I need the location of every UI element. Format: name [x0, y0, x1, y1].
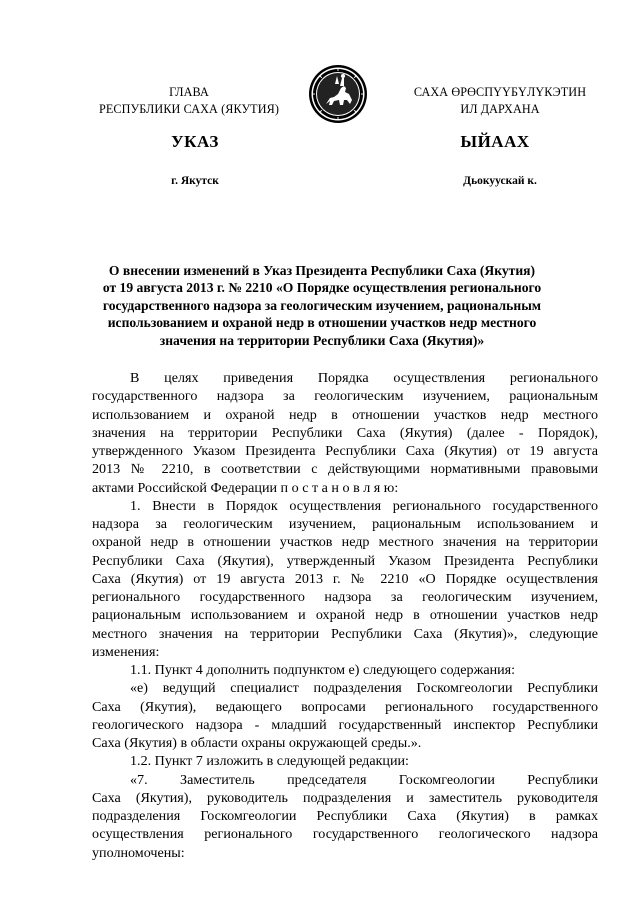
header-left-line: РЕСПУБЛИКИ САХА (ЯКУТИЯ): [98, 102, 280, 116]
body-line: «е) ведущий специалист подразделения Госкомгеологии Республики: [130, 680, 598, 697]
body-paragraph: [92, 752, 598, 770]
body-line: регионального государственного надзора за геологическим изучением,: [92, 589, 598, 605]
body-line: 1.1. Пункт 4 дополнить подпунктом е) следующего содержания:: [130, 662, 516, 678]
coat-of-arms-icon-graphic: [308, 64, 368, 124]
header-right-line: САХА ӨРӨСПҮҮБҮЛҮКЭТИН: [413, 85, 587, 99]
header-right-authority: [388, 84, 612, 118]
body-line: «7. Заместитель председателя Госкомгеологии Республики: [130, 771, 598, 788]
coat-of-arms-icon: [308, 64, 368, 124]
body-paragraph: [92, 369, 598, 497]
body-line: 1. Внести в Порядок осуществления регионального государственного: [130, 497, 598, 514]
body-line: подразделения Госкомгеологии Республики Саха (Якутия) в рамках: [92, 808, 598, 824]
body-line: Республики Саха (Якутия), утвержденный Указом Президента Республики: [92, 552, 598, 569]
doc-type-ukaz: УКАЗ: [171, 132, 219, 151]
place-dyokuuskay: Дьокуускай к.: [463, 175, 537, 187]
body-paragraph: [92, 679, 598, 752]
body-line: утвержденного Указом Президента Республики Саха (Якутия) от 19 августа: [92, 443, 598, 459]
title-line: О внесении изменений в Указ Президента Республики Саха (Якутия): [108, 263, 536, 278]
body-line: уполномочены:: [92, 844, 185, 861]
body-line: В целях приведения Порядка осуществления регионального: [130, 370, 598, 386]
body-line: значения на территории Республики Саха (Якутия) (далее - Порядок),: [92, 424, 598, 441]
document-body: [92, 369, 598, 862]
body-line: местного значения на территории Республики Саха (Якутия)», следующие: [92, 625, 598, 642]
body-paragraph: [92, 771, 598, 862]
title-line: от 19 августа 2013 г. № 2210 «О Порядке осуществления регионального: [102, 280, 542, 296]
body-line: использованием и охраной недр в отношении участков недр местного: [92, 406, 598, 423]
body-line: Саха (Якутия) в области охраны окружающей среды.».: [92, 735, 422, 751]
body-line: Саха (Якутия), руководитель подразделения и заместитель руководителя: [92, 789, 598, 806]
body-line: осуществления регионального государственного геологического надзора: [92, 826, 598, 843]
body-line: 1.2. Пункт 7 изложить в следующей редакции:: [130, 753, 409, 770]
title-line: значения на территории Республики Саха (Якутия)»: [159, 332, 485, 348]
body-line: актами Российской Федерации п о с т а н о в л я ю:: [92, 479, 399, 496]
doc-type-yiaakh: ЫЙААХ: [460, 132, 530, 151]
body-line: рациональным использованием и охраной недр в отношении участков недр: [92, 607, 598, 624]
body-line: государственного надзора за геологическим изучением, рациональным: [92, 388, 598, 405]
header-left-line: ГЛАВА: [169, 85, 209, 99]
body-line: надзора за геологическим изучением, рациональным использованием и: [92, 516, 598, 532]
header-right-line: ИЛ ДАРХАНА: [460, 102, 540, 116]
body-line: охраной недр в отношении участков недр местного значения на территории: [92, 534, 598, 551]
body-line: Саха (Якутия), ведающего вопросами регионального государственного: [92, 698, 598, 715]
document-title: [82, 262, 562, 349]
body-line: Саха (Якутия) от 19 августа 2013 г. № 2210 «О Порядке осуществления: [92, 570, 598, 587]
title-line: использованием и охраной недр в отношении участков недр местного: [107, 315, 537, 331]
body-line: геологического надзора - младший государственный инспектор Республики: [92, 716, 598, 733]
title-line: государственного надзора за геологическим изучением, рациональным: [102, 297, 542, 313]
body-paragraph: [92, 497, 598, 661]
header-left-authority: [80, 84, 298, 118]
body-line: изменения:: [92, 643, 160, 660]
place-yakutsk: г. Якутск: [171, 175, 219, 187]
body-paragraph: [92, 661, 598, 679]
body-line: 2013 № 2210, в соответствии с действующими нормативными правовыми: [92, 461, 598, 478]
